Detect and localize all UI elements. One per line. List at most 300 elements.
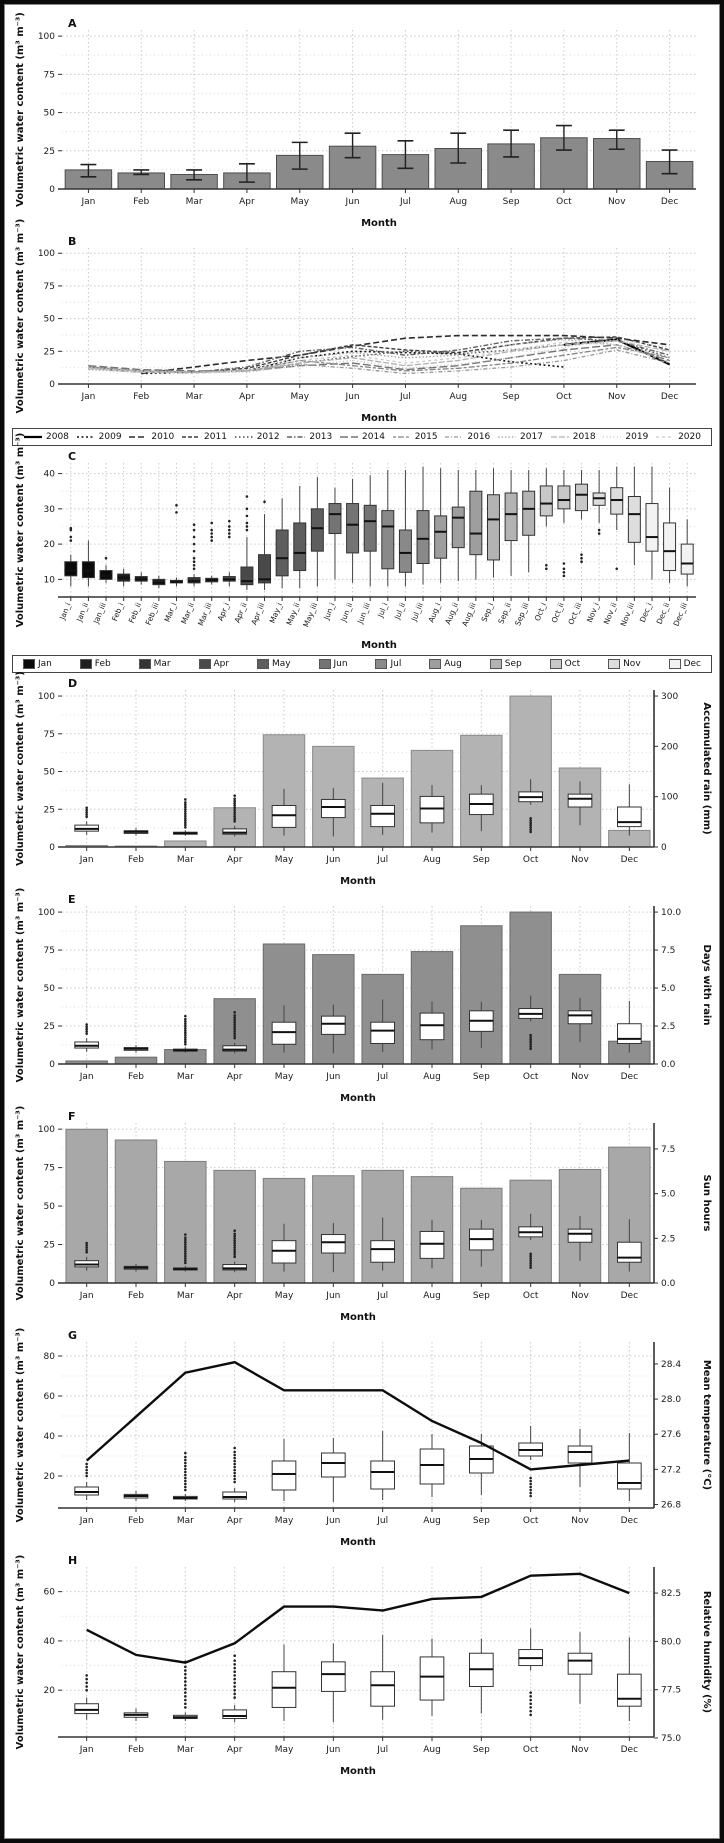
legend-item-year-2014: 2014: [339, 432, 385, 442]
svg-text:0.0: 0.0: [661, 1060, 676, 1070]
svg-text:Volumetric water content (m³ m: Volumetric water content (m³ m⁻³): [15, 1327, 26, 1523]
color-swatch-icon: [429, 659, 441, 669]
panel-a-monthly-mean-bars: [12, 12, 712, 231]
outlier-point: [529, 1264, 532, 1267]
svg-text:Apr: Apr: [226, 1745, 243, 1755]
svg-text:C: C: [68, 450, 77, 463]
outlier-point: [233, 800, 236, 803]
panel-g-mean-temperature: [12, 1328, 712, 1550]
outlier-point: [184, 1241, 187, 1244]
outlier-point: [85, 811, 88, 814]
svg-text:Oct_ii: Oct_ii: [549, 601, 566, 625]
boxplot-Jan: [75, 1704, 99, 1714]
bar-Feb: [115, 1140, 156, 1283]
outlier-point: [210, 536, 213, 539]
line-sample-icon: [392, 433, 412, 441]
outlier-point: [228, 532, 231, 535]
color-swatch-icon: [257, 659, 269, 669]
svg-text:Mar: Mar: [176, 1745, 194, 1755]
boxplot-May_iii: [311, 509, 323, 551]
svg-text:Feb: Feb: [128, 1291, 144, 1301]
boxplot-Jul: [371, 805, 395, 826]
svg-text:Accumulated rain (mm): Accumulated rain (mm): [701, 702, 712, 835]
boxplot-Oct_iii: [576, 484, 588, 510]
boxplot-Aug: [420, 1449, 444, 1484]
svg-text:B: B: [68, 235, 77, 248]
svg-text:Nov: Nov: [607, 392, 626, 402]
svg-text:50: 50: [43, 314, 55, 325]
outlier-point: [184, 1259, 187, 1262]
outlier-point: [184, 1468, 187, 1471]
outlier-point: [184, 1677, 187, 1680]
svg-text:Sep_iii: Sep_iii: [513, 601, 531, 628]
legend-item-month-Mar: Mar: [139, 659, 171, 669]
svg-text:20: 20: [43, 1472, 55, 1482]
svg-text:May: May: [274, 1291, 294, 1301]
outlier-point: [529, 1489, 532, 1492]
svg-text:Oct: Oct: [522, 1745, 539, 1755]
svg-text:Dec_ii: Dec_ii: [654, 601, 672, 626]
outlier-point: [193, 543, 196, 546]
outlier-point: [529, 1483, 532, 1486]
outlier-point: [563, 567, 566, 570]
outlier-point: [233, 1019, 236, 1022]
svg-text:75: 75: [43, 946, 55, 957]
outlier-point: [233, 1030, 236, 1033]
svg-text:Nov: Nov: [571, 1072, 589, 1082]
outlier-point: [184, 1020, 187, 1023]
outlier-point: [184, 1474, 187, 1477]
outlier-point: [233, 794, 236, 797]
outlier-point: [184, 1669, 187, 1672]
svg-text:25: 25: [43, 1022, 55, 1033]
line-sample-icon: [339, 433, 359, 441]
svg-text:Mar: Mar: [185, 197, 203, 207]
legend-item-year-2009: 2009: [76, 432, 122, 442]
svg-text:Nov_ii: Nov_ii: [601, 601, 619, 626]
outlier-point: [563, 575, 566, 578]
boxplot-Dec_ii: [664, 523, 676, 571]
svg-text:D: D: [68, 677, 78, 690]
svg-text:Jun: Jun: [326, 1516, 341, 1526]
line-sample-icon: [444, 433, 464, 441]
outlier-point: [233, 1463, 236, 1466]
svg-text:25: 25: [43, 146, 55, 157]
outlier-point: [580, 560, 583, 563]
svg-text:Volumetric water content (m³ m: Volumetric water content (m³ m⁻³): [15, 432, 26, 628]
outlier-point: [233, 1663, 236, 1666]
boxplot-Nov: [568, 794, 592, 807]
outlier-point: [184, 822, 187, 825]
outlier-point: [175, 511, 178, 514]
boxplot-Oct_i: [540, 486, 552, 516]
boxplot-May: [272, 1022, 296, 1044]
svg-text:Aug: Aug: [449, 197, 468, 207]
svg-text:May: May: [274, 1745, 294, 1755]
svg-text:0: 0: [49, 843, 55, 853]
outlier-point: [184, 1489, 187, 1492]
outlier-point: [246, 515, 249, 518]
outlier-point: [529, 822, 532, 825]
svg-text:E: E: [68, 893, 76, 906]
outlier-point: [184, 1688, 187, 1691]
svg-text:80.0: 80.0: [661, 1637, 682, 1648]
svg-text:Jul: Jul: [399, 197, 411, 207]
boxplot-Jun_iii: [364, 505, 376, 551]
svg-text:May: May: [290, 197, 310, 207]
outlier-point: [529, 1048, 532, 1051]
svg-text:80: 80: [43, 1352, 55, 1362]
outlier-point: [184, 1255, 187, 1258]
outlier-point: [233, 1670, 236, 1673]
boxplot-Nov_iii: [628, 497, 640, 543]
boxplot-Jun: [321, 1016, 345, 1034]
outlier-point: [184, 1486, 187, 1489]
outlier-point: [598, 529, 601, 532]
outlier-point: [193, 529, 196, 532]
outlier-point: [233, 1659, 236, 1662]
svg-text:75: 75: [43, 1163, 55, 1174]
svg-text:May: May: [274, 1516, 294, 1526]
outlier-point: [228, 525, 231, 528]
svg-text:F: F: [68, 1110, 76, 1123]
svg-text:Jul: Jul: [377, 1516, 389, 1526]
svg-text:Sep: Sep: [472, 1072, 490, 1082]
svg-text:Month: Month: [361, 218, 397, 229]
outlier-point: [193, 567, 196, 570]
svg-text:Jun: Jun: [326, 1291, 341, 1301]
outlier-point: [228, 520, 231, 523]
panel-e-days-with-rain: [12, 887, 712, 1106]
outlier-point: [184, 1465, 187, 1468]
outlier-point: [233, 1021, 236, 1024]
boxplot-Nov: [568, 1011, 592, 1024]
panel-d-accumulated-rain: [12, 671, 712, 889]
svg-text:Aug: Aug: [423, 1745, 441, 1755]
svg-text:Month: Month: [340, 876, 376, 887]
outlier-point: [184, 1262, 187, 1265]
outlier-point: [233, 1447, 236, 1450]
outlier-point: [233, 1237, 236, 1240]
svg-text:Feb_iii: Feb_iii: [143, 601, 161, 627]
svg-text:Mar_iii: Mar_iii: [196, 601, 214, 628]
svg-text:50: 50: [43, 984, 55, 995]
svg-text:Feb: Feb: [128, 1072, 144, 1082]
boxplot-Dec: [617, 1674, 641, 1706]
legend-item-month-Dec: Dec: [669, 659, 701, 669]
outlier-point: [85, 1472, 88, 1475]
svg-text:Sep: Sep: [472, 1745, 490, 1755]
svg-text:Oct: Oct: [556, 392, 572, 402]
boxplot-Jul: [371, 1461, 395, 1489]
outlier-point: [184, 824, 187, 827]
svg-text:100: 100: [37, 1125, 55, 1136]
outlier-point: [85, 1028, 88, 1031]
legend-item-year-2010: 2010: [128, 432, 174, 442]
legend-item-month-Jan: Jan: [23, 659, 52, 669]
outlier-point: [184, 798, 187, 801]
boxplot-Jun_ii: [347, 504, 359, 553]
line-sample-icon: [23, 433, 43, 441]
outlier-point: [529, 1041, 532, 1044]
line-sample-icon: [286, 433, 306, 441]
boxplot-May_i: [276, 530, 288, 576]
boxplot-Nov: [568, 1653, 592, 1674]
outlier-point: [233, 1678, 236, 1681]
svg-text:Jul: Jul: [377, 1745, 389, 1755]
outlier-point: [246, 525, 249, 528]
svg-text:2.5: 2.5: [661, 1022, 676, 1033]
line-sample-icon: [497, 433, 517, 441]
outlier-point: [233, 1035, 236, 1038]
svg-text:10.0: 10.0: [661, 908, 682, 919]
outlier-point: [545, 567, 548, 570]
chart-h-humidity-line-boxplots: [12, 1553, 712, 1779]
outlier-point: [193, 523, 196, 526]
svg-text:May_ii: May_ii: [284, 601, 302, 627]
outlier-point: [85, 809, 88, 812]
svg-text:May_iii: May_iii: [301, 601, 320, 629]
svg-text:Apr: Apr: [226, 1516, 243, 1526]
boxplot-Jul_iii: [417, 511, 429, 564]
outlier-point: [563, 571, 566, 574]
legend-item-year-2012: 2012: [234, 432, 280, 442]
svg-text:Volumetric water content (m³ m: Volumetric water content (m³ m⁻³): [15, 887, 26, 1083]
svg-text:10: 10: [43, 575, 55, 586]
outlier-point: [85, 1681, 88, 1684]
color-swatch-icon: [608, 659, 620, 669]
legend-item-month-Feb: Feb: [80, 659, 111, 669]
outlier-point: [85, 1251, 88, 1254]
svg-text:Oct: Oct: [522, 1516, 539, 1526]
svg-text:Dec: Dec: [620, 855, 639, 865]
outlier-point: [529, 1038, 532, 1041]
outlier-point: [70, 527, 73, 530]
outlier-point: [529, 828, 532, 831]
outlier-point: [85, 1032, 88, 1035]
line-sample-icon: [602, 433, 622, 441]
svg-text:Aug_ii: Aug_ii: [443, 601, 461, 626]
svg-text:60: 60: [43, 1587, 55, 1598]
svg-text:40: 40: [43, 1636, 55, 1647]
outlier-point: [529, 1034, 532, 1037]
svg-text:75: 75: [43, 729, 55, 740]
boxplot-Jun: [321, 799, 345, 817]
svg-text:Aug: Aug: [423, 1516, 441, 1526]
outlier-point: [184, 808, 187, 811]
outlier-point: [233, 1251, 236, 1254]
svg-text:A: A: [68, 17, 77, 30]
outlier-point: [529, 1714, 532, 1717]
svg-text:Nov: Nov: [571, 855, 589, 865]
outlier-point: [184, 1029, 187, 1032]
outlier-point: [70, 539, 73, 542]
outlier-point: [529, 824, 532, 827]
outlier-point: [85, 813, 88, 816]
outlier-point: [210, 522, 213, 525]
outlier-point: [184, 1665, 187, 1668]
svg-text:Jan: Jan: [79, 1516, 94, 1526]
svg-text:H: H: [68, 1554, 78, 1567]
outlier-point: [184, 1034, 187, 1037]
svg-text:25: 25: [43, 347, 55, 358]
svg-text:May: May: [290, 392, 310, 402]
svg-text:60: 60: [43, 1392, 55, 1402]
svg-text:Dec: Dec: [620, 1291, 639, 1301]
outlier-point: [529, 1262, 532, 1265]
outlier-point: [85, 1466, 88, 1469]
svg-text:Dec_i: Dec_i: [637, 601, 654, 624]
svg-text:100: 100: [37, 249, 55, 260]
svg-text:Jun: Jun: [326, 855, 341, 865]
outlier-point: [184, 1233, 187, 1236]
legend-item-month-Jun: Jun: [319, 659, 348, 669]
outlier-point: [184, 1250, 187, 1253]
svg-text:2.5: 2.5: [661, 1234, 676, 1245]
svg-text:50: 50: [43, 108, 55, 119]
boxplot-Dec: [617, 1242, 641, 1262]
svg-text:Nov: Nov: [571, 1745, 589, 1755]
outlier-point: [529, 1257, 532, 1260]
legend-item-month-May: May: [257, 659, 291, 669]
outlier-point: [184, 1018, 187, 1021]
outlier-point: [233, 1457, 236, 1460]
svg-text:100: 100: [37, 908, 55, 919]
svg-text:Jan: Jan: [81, 392, 96, 402]
chart-g-temperature-line-boxplots: [12, 1328, 712, 1550]
svg-text:Jan: Jan: [79, 1291, 94, 1301]
svg-text:25: 25: [43, 1240, 55, 1251]
outlier-point: [85, 1030, 88, 1033]
svg-text:Sep: Sep: [502, 392, 520, 402]
svg-text:27.2: 27.2: [661, 1465, 682, 1476]
boxplot-Jul: [371, 1241, 395, 1263]
outlier-point: [529, 1043, 532, 1046]
legend-item-month-Sep: Sep: [490, 659, 522, 669]
outlier-point: [184, 1038, 187, 1041]
outlier-point: [184, 1257, 187, 1260]
svg-text:Mar: Mar: [176, 1291, 194, 1301]
outlier-point: [184, 1477, 187, 1480]
legend-item-year-2018: 2018: [550, 432, 596, 442]
svg-text:Apr: Apr: [226, 1072, 243, 1082]
bar-Mar: [165, 841, 206, 847]
outlier-point: [210, 532, 213, 535]
outlier-point: [246, 522, 249, 525]
svg-text:Mar: Mar: [176, 855, 194, 865]
boxplot-Sep_i: [487, 495, 499, 560]
outlier-point: [85, 1244, 88, 1247]
svg-text:Oct: Oct: [522, 1072, 539, 1082]
svg-text:Aug: Aug: [423, 1291, 441, 1301]
svg-text:Jan_ii: Jan_ii: [74, 601, 91, 623]
boxplot-May: [272, 1461, 296, 1490]
svg-text:Sep: Sep: [502, 197, 520, 207]
outlier-point: [85, 1463, 88, 1466]
outlier-point: [233, 1693, 236, 1696]
outlier-point: [233, 818, 236, 821]
outlier-point: [184, 1459, 187, 1462]
outlier-point: [529, 1495, 532, 1498]
boxplot-May: [272, 1241, 296, 1263]
legend-item-year-2011: 2011: [181, 432, 227, 442]
legend-item-year-2013: 2013: [286, 432, 332, 442]
outlier-point: [85, 1025, 88, 1028]
boxplot-Nov: [568, 1229, 592, 1242]
svg-text:0: 0: [661, 843, 667, 853]
svg-text:200: 200: [661, 742, 679, 753]
svg-text:Sep: Sep: [472, 1516, 490, 1526]
outlier-point: [228, 529, 231, 532]
outlier-point: [233, 1253, 236, 1256]
outlier-point: [529, 1266, 532, 1269]
svg-text:Month: Month: [361, 413, 397, 424]
svg-text:27.6: 27.6: [661, 1430, 682, 1441]
outlier-point: [184, 1706, 187, 1709]
outlier-point: [529, 1702, 532, 1705]
boxplot-Jul_i: [382, 511, 394, 569]
outlier-point: [184, 1015, 187, 1018]
svg-text:Volumetric water content (m³ m: Volumetric water content (m³ m⁻³): [15, 671, 26, 866]
svg-text:Month: Month: [340, 1312, 376, 1323]
outlier-point: [184, 1702, 187, 1705]
legend-item-year-2008: 2008: [23, 432, 69, 442]
svg-text:0: 0: [49, 1060, 55, 1070]
svg-text:May: May: [274, 1072, 294, 1082]
svg-text:Jan: Jan: [81, 197, 96, 207]
svg-text:Dec: Dec: [620, 1516, 639, 1526]
svg-text:Month: Month: [361, 640, 397, 651]
svg-text:Apr: Apr: [239, 197, 255, 207]
svg-text:28.4: 28.4: [661, 1359, 682, 1370]
outlier-point: [233, 802, 236, 805]
color-swatch-icon: [23, 659, 35, 669]
outlier-point: [85, 1023, 88, 1026]
svg-text:Jul: Jul: [377, 1072, 389, 1082]
svg-text:300: 300: [661, 692, 679, 703]
outlier-point: [529, 1036, 532, 1039]
outlier-point: [184, 1243, 187, 1246]
svg-text:Feb: Feb: [133, 197, 150, 207]
outlier-point: [233, 813, 236, 816]
outlier-point: [184, 1699, 187, 1702]
outlier-point: [233, 1242, 236, 1245]
outlier-point: [233, 1689, 236, 1692]
legend-item-month-Apr: Apr: [199, 659, 230, 669]
svg-text:Jan: Jan: [79, 1745, 94, 1755]
outlier-point: [184, 1480, 187, 1483]
outlier-point: [233, 1451, 236, 1454]
outlier-point: [184, 1456, 187, 1459]
outlier-point: [85, 1685, 88, 1688]
svg-text:Dec_iii: Dec_iii: [671, 601, 690, 628]
outlier-point: [529, 1252, 532, 1255]
outlier-point: [85, 816, 88, 819]
svg-text:Feb: Feb: [128, 1516, 144, 1526]
outlier-point: [580, 557, 583, 560]
outlier-point: [529, 1492, 532, 1495]
svg-text:7.5: 7.5: [661, 946, 676, 957]
svg-text:Mean temperature (°C): Mean temperature (°C): [701, 1359, 712, 1491]
outlier-point: [529, 1045, 532, 1048]
boxplot-May_ii: [294, 523, 306, 571]
svg-text:Volumetric water content (m³ m: Volumetric water content (m³ m⁻³): [15, 1554, 26, 1750]
svg-text:Dec: Dec: [620, 1745, 639, 1755]
outlier-point: [193, 550, 196, 553]
svg-text:Month: Month: [340, 1093, 376, 1104]
outlier-point: [529, 1486, 532, 1489]
boxplot-Jan_i: [65, 562, 77, 576]
